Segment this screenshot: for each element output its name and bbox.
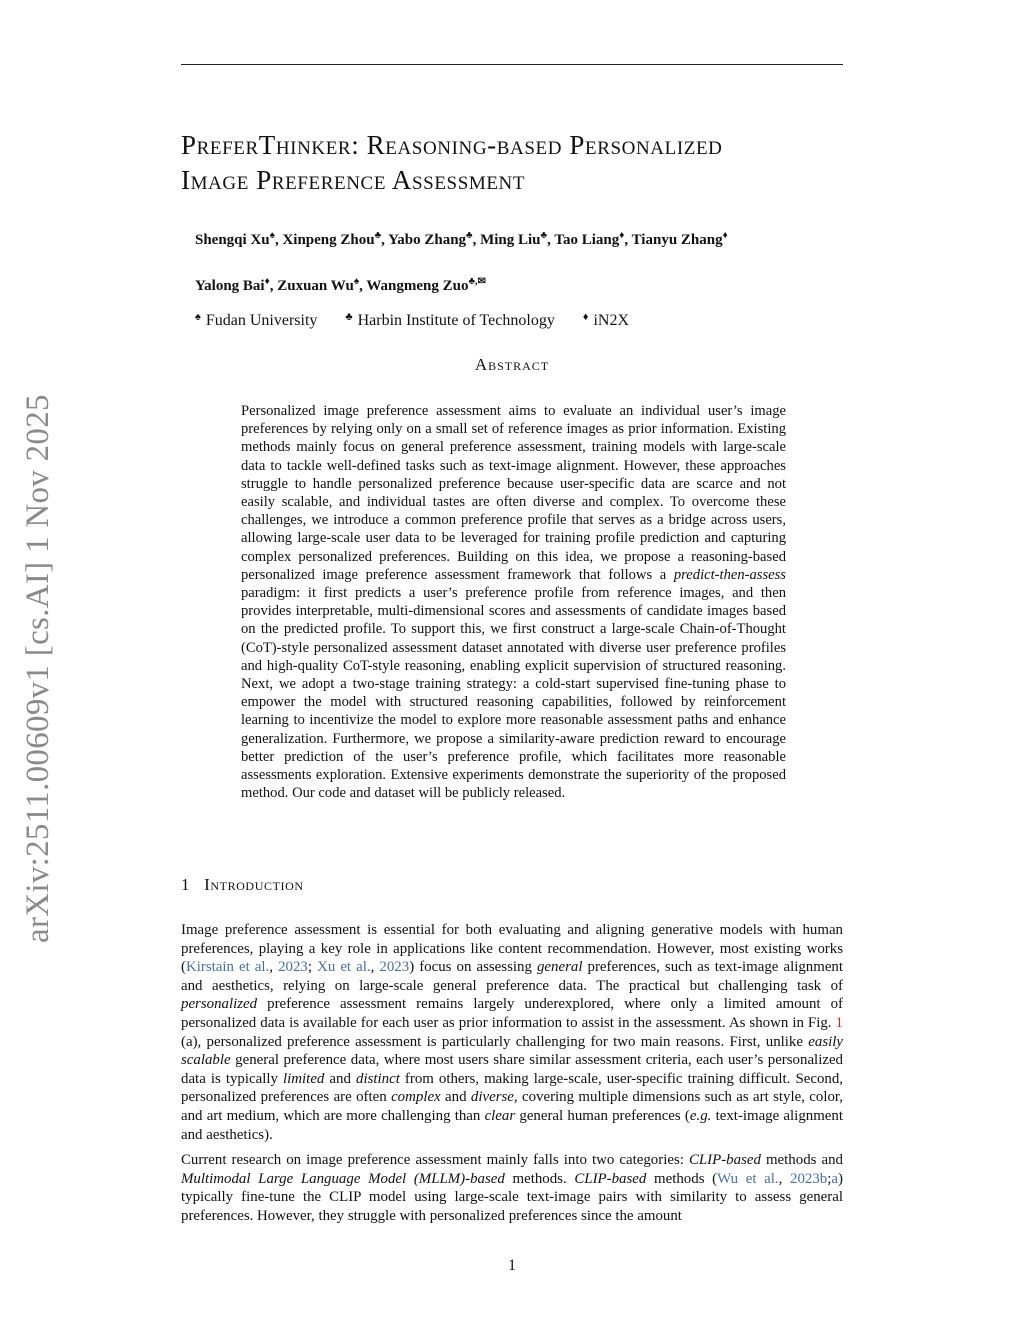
spade-icon: ♠ (195, 311, 201, 323)
text-run: ; (827, 1170, 832, 1187)
affiliation-name: Harbin Institute of Technology (357, 312, 555, 329)
emphasis: limited (283, 1070, 325, 1087)
top-rule (181, 64, 843, 65)
citation-link[interactable]: Xu et al. (317, 959, 371, 976)
emphasis: personalized (181, 996, 258, 1013)
author-mark: ♠ (269, 230, 275, 241)
author-mark: ♦ (722, 230, 728, 241)
diamond-icon: ♦ (582, 311, 589, 323)
author-name: Yabo Zhang (388, 232, 467, 248)
author-mark: ♣,✉ (468, 276, 486, 287)
author-name: Yalong Bai (195, 278, 265, 294)
abstract-text: Personalized image preference assessment aims to evaluate an individual user’s image preferences by relying only on a small set of reference images as prior information. Existing methods mainly focus on general preference assessment, training models with large-scale data to tackle well-defined tasks such as text-image alignment. However, these approaches struggle to handle personalized preference because user-specific data are scarce and not easily scalable, and individual tastes are often diverse and complex. To overcome these challenges, we introduce a common preference profile that serves as a bridge across users, allowing large-scale user data to be leveraged for training profile prediction and capturing complex personalized preferences. Building on this idea, we propose a reasoning-based personalized image preference assessment framework that follows a (241, 403, 786, 583)
text-run: methods ( (646, 1170, 718, 1187)
affiliation-item (195, 312, 317, 329)
figure-ref-link[interactable]: 1 (835, 1014, 843, 1031)
text-run: methods and (760, 1152, 843, 1168)
intro-paragraph-1 (181, 921, 843, 1144)
text-run: preference assessment remains largely underexplored, where only a limited amount of personalized data is available for each user as prior information to assist in the assessment. As shown in Fig. (181, 996, 843, 1031)
text-run: methods. (504, 1170, 575, 1187)
emphasis: clear (484, 1107, 516, 1124)
text-run: from others, making large-scale, user-specific training difficult. Second, personalized preferences are often (181, 1070, 844, 1106)
affiliation-name: iN2X (593, 312, 630, 329)
text-run: ) typically fine-tune the CLIP model using large-scale text-image pairs with similarity to assess general preferences. However, they struggle with personalized preferences since the amount (181, 1170, 843, 1224)
citation-link[interactable]: 2023 (278, 959, 308, 976)
text-run: and (324, 1070, 356, 1087)
author-mark: ♣ (466, 230, 473, 241)
section-heading (181, 875, 304, 895)
author-name: Shengqi Xu (195, 232, 270, 248)
emphasis: CLIP-based (574, 1170, 647, 1187)
text-run: , (778, 1170, 791, 1187)
author-mark: ♣ (540, 230, 548, 241)
section-number: 1 (181, 875, 191, 894)
author-mark: ♦ (264, 276, 270, 287)
emphasis: Multimodal Large Language Model (MLLM)-based (181, 1170, 505, 1187)
author-name: Xinpeng Zhou (282, 232, 375, 248)
emphasis: easily scalable (181, 1033, 843, 1069)
text-run: , (269, 959, 279, 976)
author-line-1: Shengqi Xu♠, Xinpeng Zhou♣, Yabo Zhang♣, Ming Liu♣, Tao Liang♦, Tianyu Zhang♦ (195, 230, 728, 248)
affiliation-item (583, 312, 629, 329)
abstract-body (241, 402, 786, 802)
title-line-1: PreferThinker: Reasoning-based Personalized (181, 130, 723, 160)
intro-paragraph-2 (181, 1151, 843, 1225)
emphasis: CLIP-based (688, 1152, 761, 1168)
citation-link[interactable]: 2023 (379, 959, 410, 976)
author-name: Ming Liu (480, 232, 541, 248)
abstract-emphasis: predict-then-assess (673, 566, 786, 583)
author-name: Wangmeng Zuo (366, 278, 469, 294)
citation-link[interactable]: 2023b (790, 1170, 828, 1187)
club-icon: ♣ (345, 311, 353, 323)
text-run: preferences, such as text-image alignment and aesthetics, relying on large-scale general preference data. The practical but challenging task of (181, 959, 844, 994)
author-name: Tianyu Zhang (631, 232, 723, 248)
affiliation-item (345, 312, 554, 329)
text-run: , covering multiple dimensions such as art style, color, and art medium, which are more challenging than (181, 1089, 843, 1124)
page-number: 1 (508, 1257, 516, 1274)
section-title: Introduction (204, 875, 304, 894)
citation-link[interactable]: a (831, 1170, 838, 1187)
text-run: Current research on image preference assessment mainly falls into two categories: (181, 1152, 689, 1168)
text-run: ; (307, 959, 318, 976)
text-run: general preference data, where most users share similar assessment criteria, each user’s personalized data is typically (181, 1052, 843, 1087)
emphasis: distinct (356, 1070, 400, 1087)
text-run: general human preferences ( (515, 1107, 690, 1124)
text-run: Image preference assessment is essential for both evaluating and aligning generative models with human preferences, playing a key role in applications like content recommendation. However, most existing works ( (181, 922, 843, 976)
author-mark: ♣ (374, 230, 382, 241)
title-line-2: Image Preference Assessment (181, 165, 526, 195)
emphasis: e.g. (689, 1107, 712, 1124)
text-run: (a), personalized preference assessment is particularly challenging for two main reasons. First, unlike (181, 1033, 809, 1050)
abstract-text: paradigm: it first predicts a user’s preference profile from reference images, and then provides interpretable, multi-dimensional scores and assessments of candidate images based on the predicted profile. To support this, we first construct a large-scale Chain-of-Thought (CoT)-style personalized assessment dataset annotated with diverse user preference profiles and high-quality CoT-style reasoning, enabling explicit supervision of structured reasoning. Next, we adopt a two-stage training strategy: a cold-start supervised fine-tuning phase to empower the model with structured reasoning capabilities, followed by reinforcement learning to incentivize the model to explore more reasonable assessment paths and enhance generalization. Furthermore, we propose a similarity-aware prediction reward to encourage better prediction of the user’s preference profile, which facilitates more reasonable assessments exploration. Extensive experiments demonstrate the superiority of the proposed method. Our code and dataset will be publicly released. (241, 585, 786, 802)
emphasis: general (536, 959, 583, 976)
paper-title (181, 128, 851, 198)
citation-link[interactable]: Kirstain et al. (185, 959, 270, 976)
author-name: Tao Liang (554, 232, 620, 248)
abstract-heading: Abstract (474, 355, 550, 374)
text-run: ) focus on assessing (409, 959, 537, 976)
affiliations (195, 307, 653, 331)
author-name: Zuxuan Wu (277, 278, 354, 294)
author-mark: ♦ (619, 230, 625, 241)
affiliation-name: Fudan University (205, 312, 318, 329)
author-mark: ♠ (353, 276, 360, 287)
emphasis: diverse (470, 1089, 514, 1106)
text-run: text-image alignment and aesthetics). (181, 1107, 843, 1143)
emphasis: complex (391, 1089, 441, 1106)
text-run: and (440, 1089, 471, 1106)
author-line-2: Yalong Bai♦, Zuxuan Wu♠, Wangmeng Zuo♣,✉ (195, 276, 486, 294)
text-run: , (370, 959, 380, 976)
citation-link[interactable]: Wu et al. (717, 1170, 779, 1187)
arxiv-stamp: arXiv:2511.00609v1 [cs.AI] 1 Nov 2025 (20, 394, 56, 943)
